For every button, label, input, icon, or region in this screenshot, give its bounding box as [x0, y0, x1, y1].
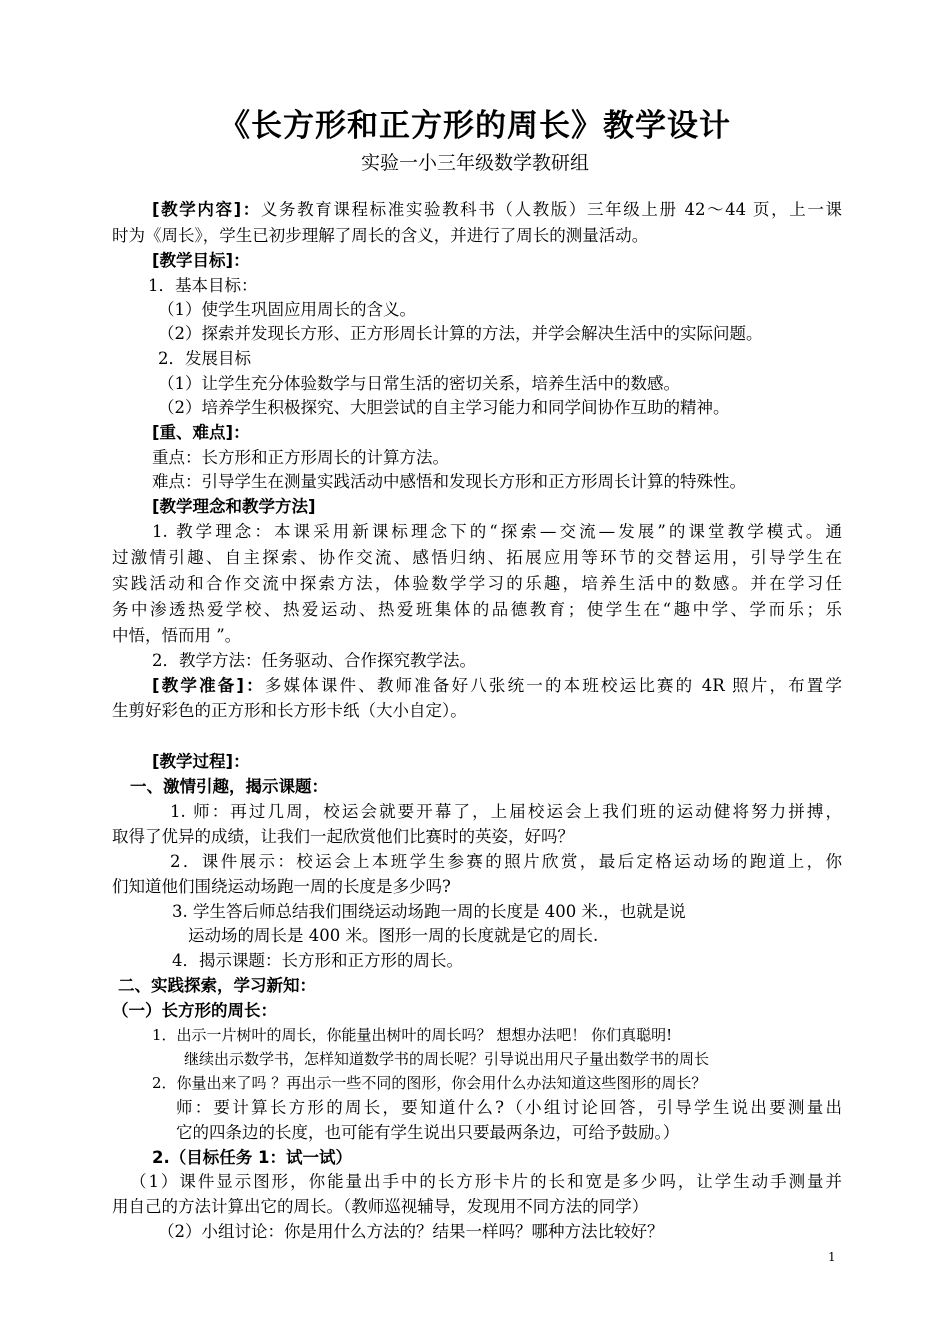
page-number: 1	[828, 1250, 836, 1264]
process-label: [教学过程]：	[152, 752, 250, 771]
content-line-2: 时为《周长》，学生已初步理解了周长的含义，并进行了周长的测量活动。	[112, 226, 649, 245]
task-1-item-1-line-1: （1）课件显示图形，你能量出手中的长方形卡片的长和宽是多少吗，让学生动手测量并	[130, 1172, 842, 1191]
task-1-item-1-line-2: 用自己的方法计算出它的周长。（教师巡视辅导，发现用不同方法的同学）	[112, 1197, 649, 1216]
prep-label: [教学准备]：	[152, 676, 265, 695]
philosophy-line-1: 1. 教学理念：本课采用新课标理念下的“探索—交流—发展”的课堂教学模式。通	[152, 522, 842, 541]
s2-item-3-line-1: 师：要计算长方形的周长，要知道什么?（小组讨论回答，引导学生说出要测量出	[176, 1098, 842, 1117]
goal-basic-1: （1）使学生巩固应用周长的含义。	[158, 300, 416, 319]
section-1-heading: 一、激情引趣，揭示课题：	[130, 777, 328, 796]
philosophy-line-3: 实践活动和合作交流中探索方法，体验数学学习的乐趣，培养生活中的数感。并在学习任	[112, 574, 842, 593]
section-2-sub-heading: （一）长方形的周长：	[112, 1001, 277, 1020]
prep-line-2: 生剪好彩色的正方形和长方形卡纸（大小自定）。	[112, 701, 467, 720]
goals-dev-heading: 2．发展目标	[158, 349, 251, 368]
philosophy-line-2: 过激情引趣、自主探索、协作交流、感悟归纳、拓展应用等环节的交替运用，引导学生在	[112, 548, 842, 567]
page-title: 《长方形和正方形的周长》教学设计	[219, 108, 731, 144]
s1-item-1-line-2: 取得了优异的成绩，让我们一起欣赏他们比赛时的英姿，好吗？	[112, 827, 574, 846]
s2-item-1-line-1: 1．出示一片树叶的周长，你能量出树叶的周长吗？ 想想办法吧！ 你们真聪明!	[152, 1026, 673, 1044]
philosophy-method: 2．教学方法：任务驱动、合作探究教学法。	[152, 651, 476, 670]
prep-line-1: [教学准备]：多媒体课件、教师准备好八张统一的本班校运比赛的 4R 照片，布置学	[152, 676, 842, 695]
content-line-1: [教学内容]：义务教育课程标准实验教科书（人教版）三年级上册 42～44 页，上一课	[152, 200, 842, 219]
s1-item-1-line-1: 1. 师：再过几周，校运会就要开幕了，上届校运会上我们班的运动健将努力拼搏，	[170, 802, 842, 821]
goal-basic-2: （2）探索并发现长方形、正方形周长计算的方法，并学会解决生活中的实际问题。	[158, 324, 763, 343]
keypoints-label: [重、难点]：	[152, 423, 250, 442]
task-1-item-2: （2）小组讨论：你是用什么方法的？结果一样吗？哪种方法比较好？	[158, 1222, 664, 1241]
goals-label: [教学目标]：	[152, 251, 250, 270]
philosophy-label: [教学理念和教学方法]	[152, 497, 316, 516]
goals-basic-heading: 1．基本目标：	[148, 276, 258, 295]
content-label: [教学内容]：	[152, 200, 261, 219]
philosophy-line-5: 中悟，悟而用 ”。	[112, 626, 242, 645]
keypoint-key: 重点：长方形和正方形周长的计算方法。	[152, 448, 449, 467]
philosophy-line-4: 务中渗透热爱学校、热爱运动、热爱班集体的品德教育；使学生在“趣中学、学而乐；乐	[112, 600, 842, 619]
s1-item-2-line-1: 2．课件展示：校运会上本班学生参赛的照片欣赏，最后定格运动场的跑道上，你	[170, 852, 842, 871]
s2-item-3-line-2: 它的四条边的长度，也可能有学生说出只要最两条边，可给予鼓励。）	[176, 1123, 680, 1142]
s1-item-4: 4．揭示课题：长方形和正方形的周长。	[172, 951, 463, 970]
keypoint-hard: 难点：引导学生在测量实践活动中感悟和发现长方形和正方形周长计算的特殊性。	[152, 472, 746, 491]
s2-item-1-line-2: 继续出示数学书，怎样知道数学书的周长呢？引导说出用尺子量出数学书的周长	[184, 1050, 710, 1068]
s2-item-2: 2．你量出来了吗 ？再出示一些不同的图形，你会用什么办法知道这些图形的周长？	[152, 1074, 707, 1092]
page-subtitle: 实验一小三年级数学教研组	[360, 152, 589, 174]
goal-dev-2: （2）培养学生积极探究、大胆尝试的自主学习能力和同学间协作互助的精神。	[158, 398, 730, 417]
section-2-heading: 二、实践探索，学习新知：	[118, 976, 316, 995]
s1-item-2-line-2: 们知道他们围绕运动场跑一周的长度是多少吗?	[112, 877, 451, 896]
s1-item-3-line-1: 3. 学生答后师总结我们围绕运动场跑一周的长度是 400 米.，也就是说	[172, 902, 686, 921]
s1-item-3-line-2: 运动场的周长是 400 米。图形一周的长度就是它的周长.	[188, 926, 599, 945]
task-1-heading: 2.（目标任务 1：试一试）	[152, 1148, 352, 1167]
goal-dev-1: （1）让学生充分体验数学与日常生活的密切关系，培养生活中的数感。	[158, 374, 680, 393]
